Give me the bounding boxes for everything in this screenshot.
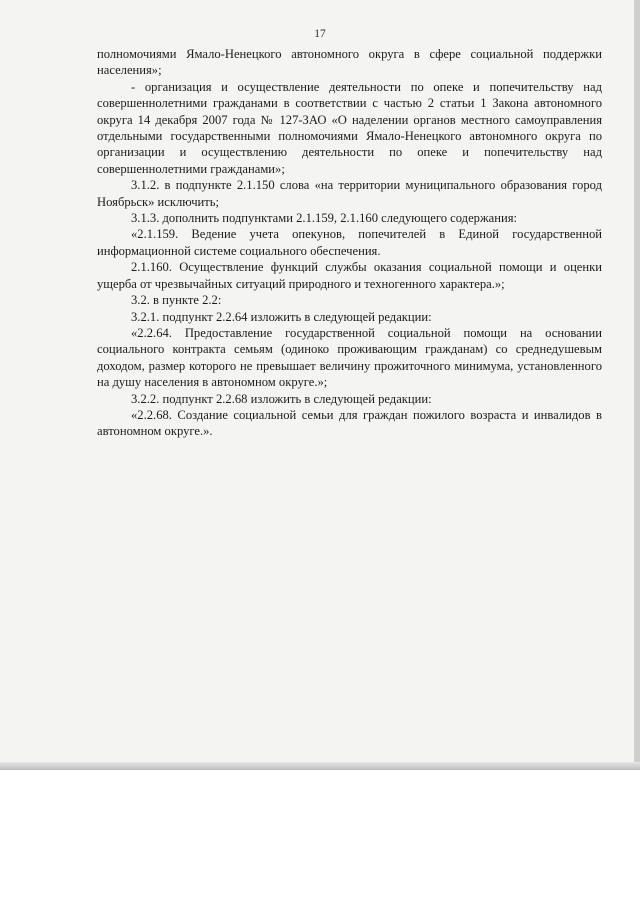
- paragraph-8: 3.2.1. подпункт 2.2.64 изложить в следующей редакции:: [131, 309, 432, 324]
- page-number: 17: [314, 28, 326, 40]
- paragraph-2: - организация и осуществление деятельности по опеке и попечительству над совершеннолетними гражданами в соответствии с частью 2 статьи 1 Закона автономного округа 14 декабря 2007 года № 127-ЗАО «О наделении органов местного самоуправления отдельными государственными полномочиями Ямало-Ненецкого автономного округа по организации и осуществлению деятельности по опеке и попечительству над совершеннолетними гражданами»;: [97, 79, 602, 176]
- paragraph-9: «2.2.64. Предоставление государственной социальной помощи на основании социального контракта семьям (одиноко проживающим гражданам) со среднедушевым доходом, размер которого не превышает величину прожиточного минимума, установленного на душу населения в автономном округе.»;: [97, 325, 602, 390]
- paragraph-1: полномочиями Ямало-Ненецкого автономного округа в сфере социальной поддержки населения»;: [97, 47, 602, 78]
- paragraph-6: 2.1.160. Осуществление функций службы оказания социальной помощи и оценки ущерба от чрезвычайных ситуаций природного и техногенного характера.»;: [97, 260, 602, 291]
- paragraph-10: 3.2.2. подпункт 2.2.68 изложить в следующей редакции:: [131, 391, 432, 406]
- document-body: [97, 46, 602, 440]
- paragraph-4: 3.1.3. дополнить подпунктами 2.1.159, 2.1.160 следующего содержания:: [131, 211, 518, 226]
- paragraph-5: «2.1.159. Ведение учета опекунов, попечителей в Единой государственной информационной системе социального обеспечения.: [97, 227, 602, 258]
- paragraph-3: 3.1.2. в подпункте 2.1.150 слова «на территории муниципального образования город Ноябрьск» исключить;: [97, 178, 602, 209]
- sheet-bottom-edge: [0, 762, 640, 770]
- paragraph-11: «2.2.68. Создание социальной семьи для граждан пожилого возраста и инвалидов в автономном округе.».: [97, 407, 602, 439]
- paragraph-7: 3.2. в пункте 2.2:: [131, 293, 222, 308]
